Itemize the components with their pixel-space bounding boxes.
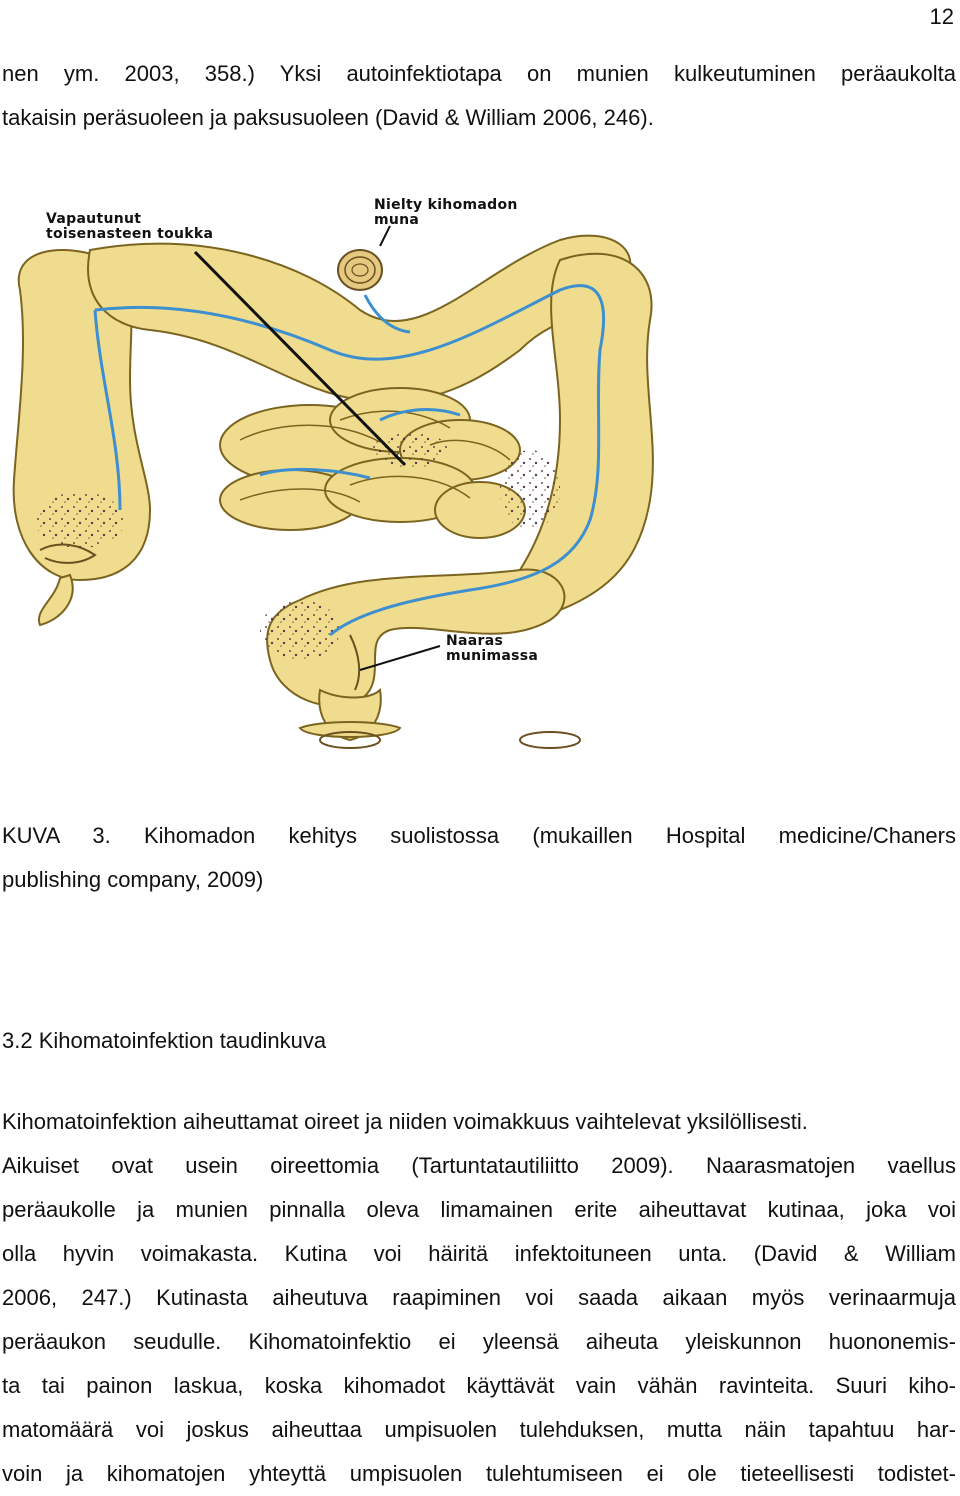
body-line: 2006, 247.) Kutinasta aiheutuva raapiminen voi saada aikaan myös verinaarmuja (2, 1285, 956, 1310)
section-heading: 3.2 Kihomatoinfektion taudinkuva (2, 1028, 327, 1053)
body-line: voin ja kihomatojen yhteyttä umpisuolen tulehtumiseen ei ole tieteellisesti todistet- (2, 1461, 956, 1486)
caption-line: KUVA 3. Kihomadon kehitys suolistossa (mukaillen Hospital medicine/Chaners (2, 823, 956, 848)
pointer-line-egg (380, 226, 390, 246)
body-line: ta tai painon laskua, koska kihomadot käyttävät vain vähän ravinteita. Suuri kiho- (2, 1373, 956, 1398)
body-line: peräaukon seudulle. Kihomatoinfektio ei yleensä aiheuta yleiskunnon huononemis- (2, 1329, 956, 1354)
body-line: peräaukolle ja munien pinnalla oleva limamainen erite aiheuttavat kutinaa, joka voi (2, 1197, 956, 1222)
intestine-figure (0, 180, 960, 760)
body-line: Kihomatoinfektion aiheuttamat oireet ja niiden voimakkuus vaihtelevat yksilöllisesti. (2, 1109, 808, 1134)
label-larva: Vapautunut toisenasteen toukka (46, 211, 214, 242)
body-line: matomäärä voi joskus aiheuttaa umpisuolen tulehduksen, mutta näin tapahtuu har- (2, 1417, 956, 1442)
body-line: Aikuiset ovat usein oireettomia (Tartuntatautiliitto 2009). Naarasmatojen vaellus (2, 1153, 956, 1178)
label-female: Naaras munimassa (446, 633, 539, 664)
body-paragraph (2, 1100, 956, 1496)
intestine-illustration (0, 180, 960, 760)
page-number: 12 (929, 4, 954, 29)
figure-caption (2, 814, 956, 902)
label-egg: Nielty kihomadon muna (374, 197, 518, 228)
intro-paragraph (2, 52, 956, 140)
body-line: olla hyvin voimakasta. Kutina voi häiritä infektoituneen unta. (David & William (2, 1241, 956, 1266)
caption-line: publishing company, 2009) (2, 867, 264, 892)
intro-line: takaisin peräsuoleen ja paksusuoleen (David & William 2006, 246). (2, 105, 654, 130)
egg-icon (338, 250, 382, 290)
intro-line: nen ym. 2003, 358.) Yksi autoinfektiotapa on munien kulkeutuminen peräaukolta (2, 61, 956, 86)
